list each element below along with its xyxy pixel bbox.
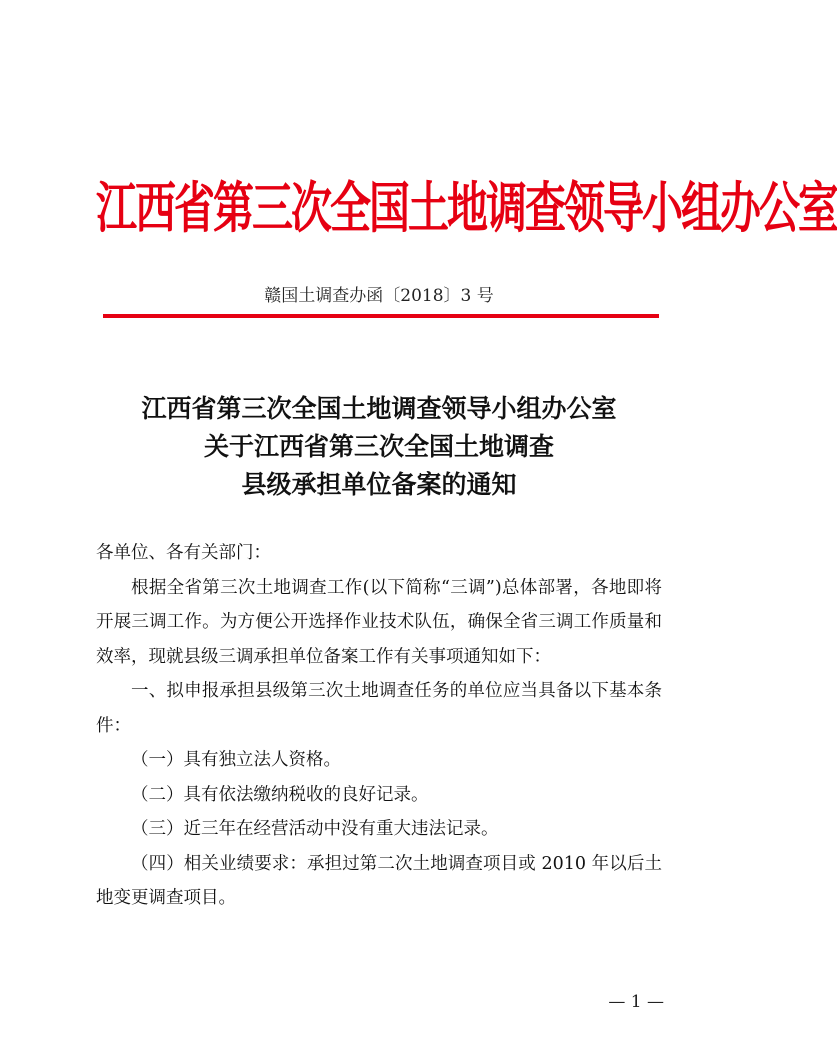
paragraph-section-1: 一、拟申报承担县级第三次土地调查任务的单位应当具备以下基本条件： (96, 681, 662, 736)
title-line-1: 江西省第三次全国土地调查领导小组办公室 (141, 394, 617, 423)
org-header: 江西省第三次全国土地调查领导小组办公室 (96, 175, 837, 241)
red-divider-line (103, 314, 659, 318)
condition-item-2: （二）具有依法缴纳税收的良好记录。 (131, 784, 429, 805)
condition-item-4: （四）相关业绩要求：承担过第二次土地调查项目或 2010 年以后土地变更调查项目。 (96, 853, 662, 908)
document-body (96, 536, 662, 916)
condition-item-3: （三）近三年在经营活动中没有重大违法记录。 (131, 819, 499, 839)
title-line-3: 县级承担单位备案的通知 (241, 470, 517, 499)
salutation: 各单位、各有关部门： (96, 543, 271, 563)
document-number: 赣国土调查办函〔2018〕3 号 (264, 286, 494, 306)
document-title (90, 390, 668, 504)
title-line-2: 关于江西省第三次全国土地调查 (203, 432, 554, 461)
condition-item-1: （一）具有独立法人资格。 (131, 750, 341, 770)
page-number: — 1 — (608, 992, 664, 1012)
paragraph-intro: 根据全省第三次土地调查工作(以下简称“三调”)总体部署，各地即将开展三调工作。为方便公开选择作业技术队伍，确保全省三调工作质量和效率，现就县级三调承担单位备案工作有关事项通知如下： (96, 577, 662, 667)
